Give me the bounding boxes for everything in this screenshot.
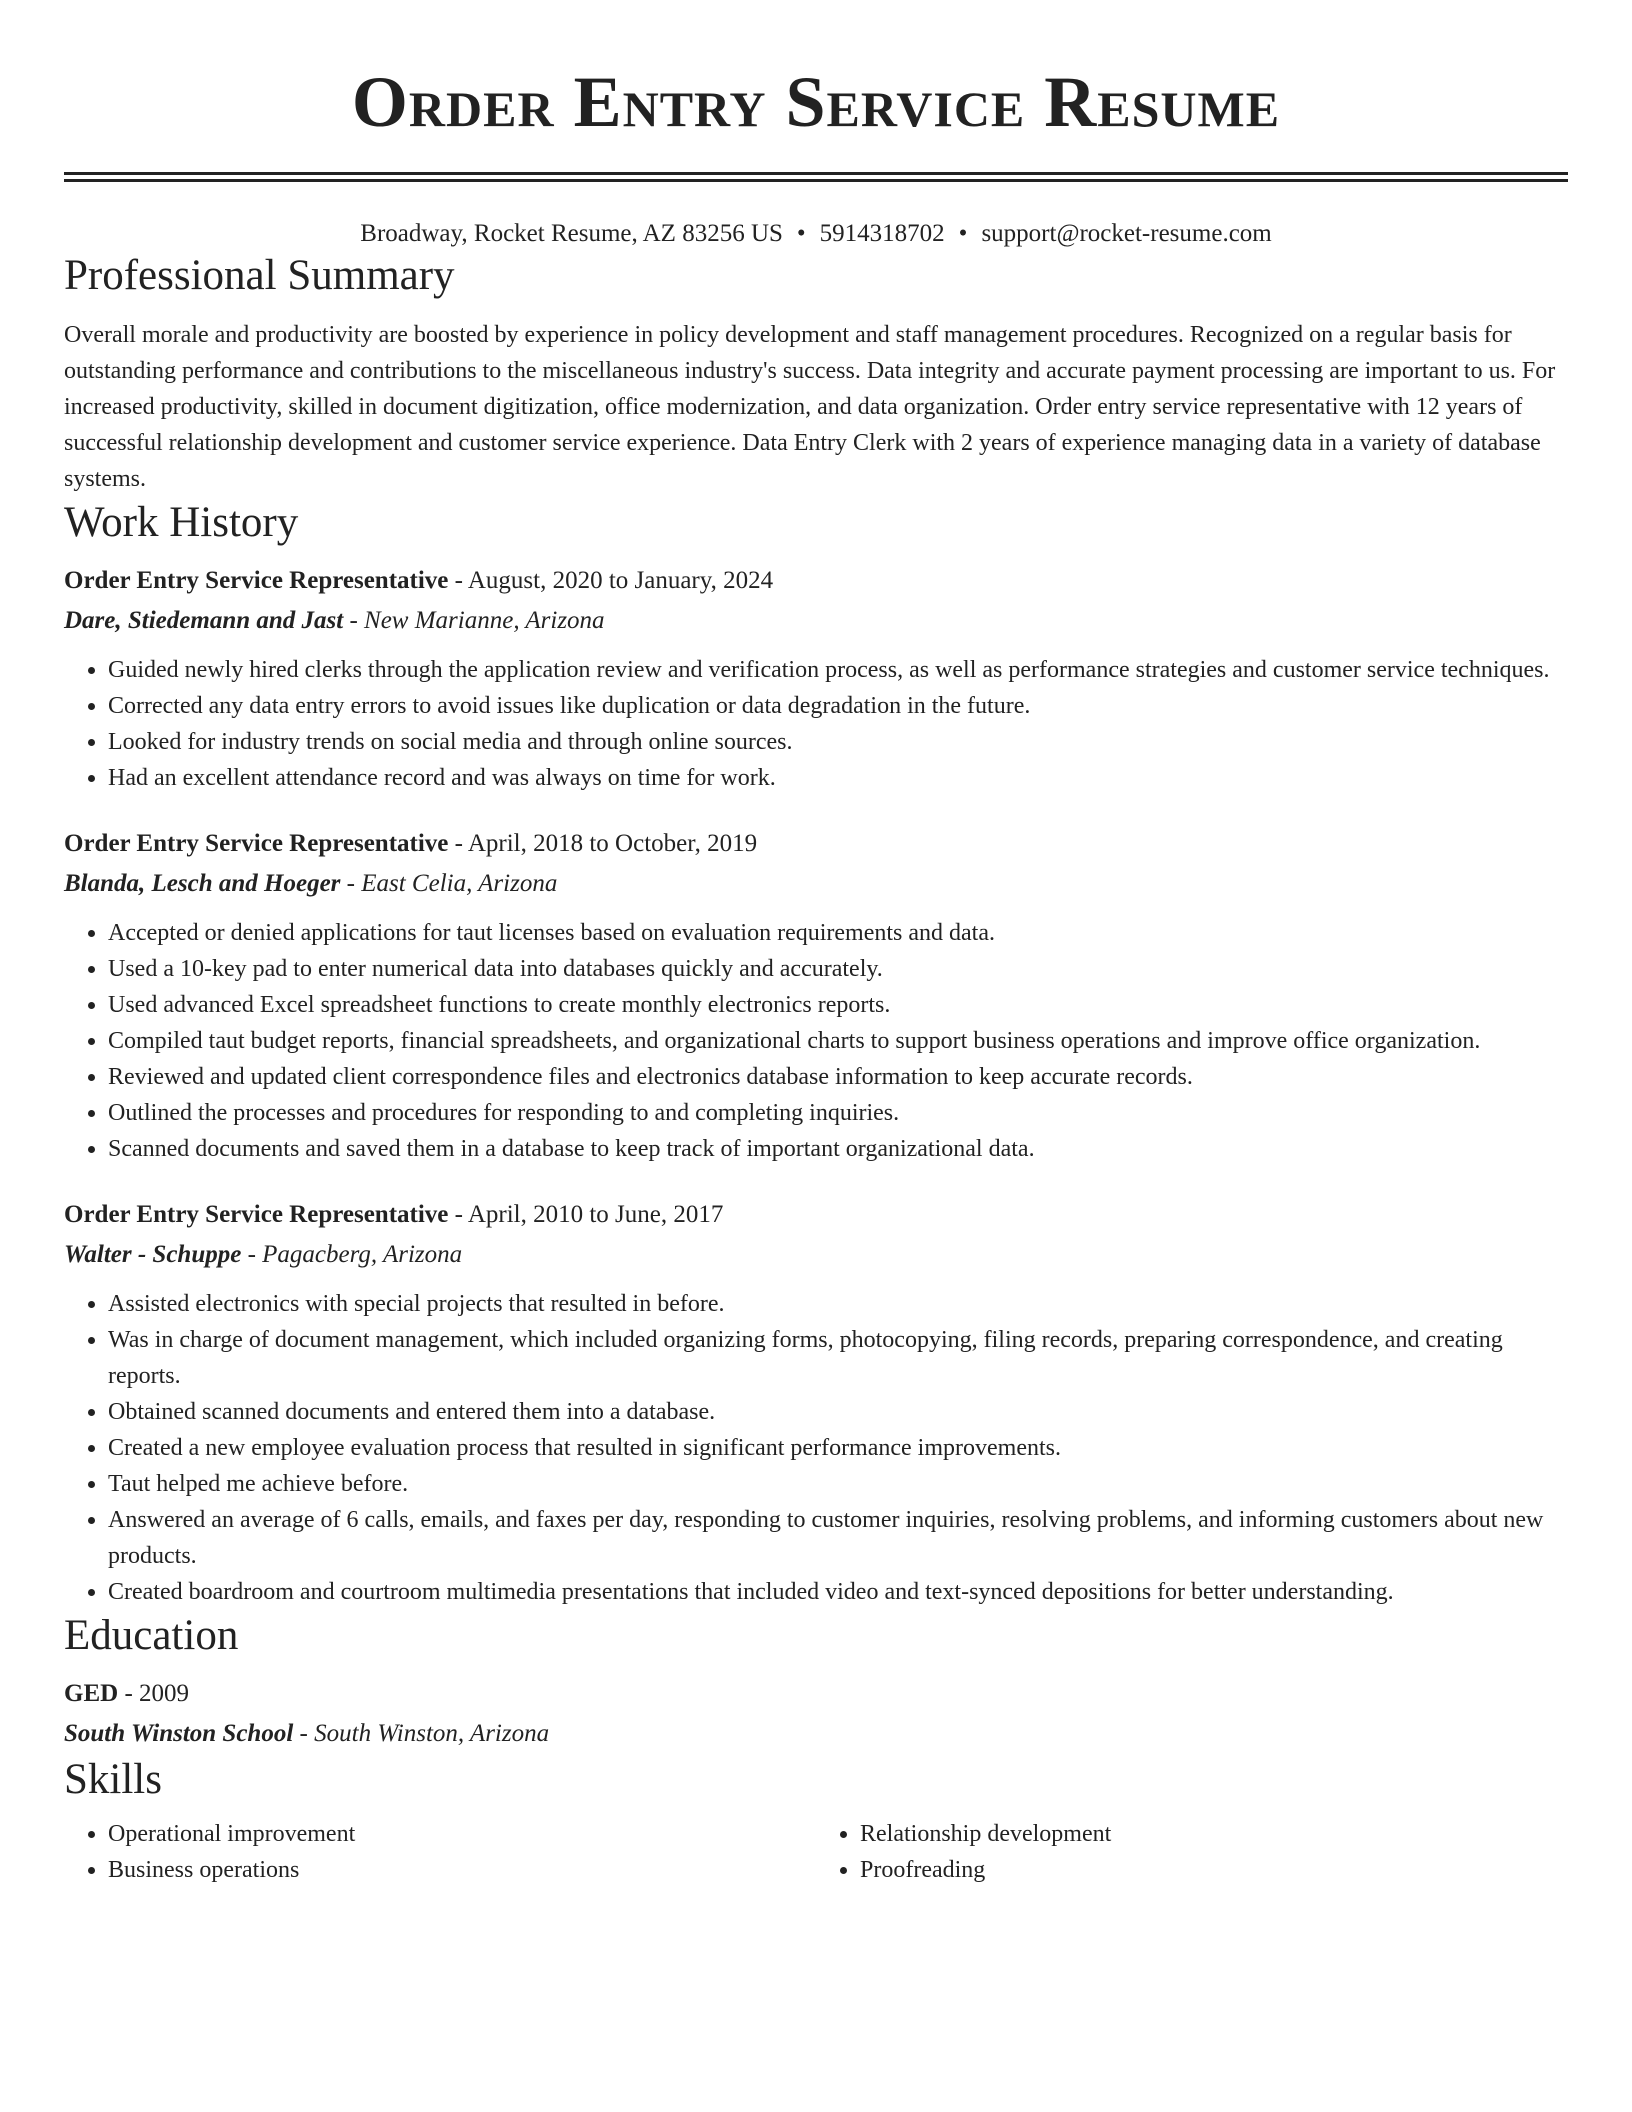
skills-grid [64, 1816, 1568, 1888]
job-title: Order Entry Service Representative [64, 830, 449, 857]
list-item: • Obtained scanned documents and entered them into a database. [108, 1394, 1568, 1430]
list-item: • Taut helped me achieve before. [108, 1466, 1568, 1502]
skill-item: • Business operations [108, 1852, 816, 1888]
list-item: • Had an excellent attendance record and was always on time for work. [108, 760, 1568, 796]
company-location: - New Marianne, Arizona [343, 607, 605, 634]
list-item: • Created boardroom and courtroom multimedia presentations that included video and text-synced depositions for better understanding. [108, 1574, 1568, 1610]
job-entry [64, 1195, 1568, 1610]
list-item: • Created a new employee evaluation process that resulted in significant performance improvements. [108, 1430, 1568, 1466]
job-title-line [64, 561, 1568, 601]
job-entry [64, 824, 1568, 1167]
school-name: South Winston School [64, 1720, 294, 1747]
degree-year: - 2009 [118, 1680, 190, 1707]
education-heading: Education [64, 1612, 239, 1659]
company-line [64, 1235, 1568, 1275]
list-item: • Scanned documents and saved them in a database to keep track of important organizational data. [108, 1131, 1568, 1167]
list-item: • Answered an average of 6 calls, emails, and faxes per day, responding to customer inquiries, resolving problems, and informing customers about new products. [108, 1502, 1568, 1574]
list-item: • Used advanced Excel spreadsheet functions to create monthly electronics reports. [108, 987, 1568, 1023]
contact-line [64, 218, 1568, 250]
job-title-line [64, 1195, 1568, 1235]
education-entry [64, 1674, 1568, 1754]
company-name: Blanda, Lesch and Hoeger [64, 870, 341, 897]
job-title-line [64, 824, 1568, 864]
resume-title: Order Entry Service Resume [351, 62, 1281, 142]
job-bullets [64, 652, 1568, 796]
list-item: • Looked for industry trends on social media and through online sources. [108, 724, 1568, 760]
job-entry [64, 561, 1568, 796]
list-item: • Guided newly hired clerks through the application review and verification process, as well as performance strategies and customer service techniques. [108, 652, 1568, 688]
company-location: - Pagacberg, Arizona [241, 1241, 463, 1268]
job-title: Order Entry Service Representative [64, 1201, 449, 1228]
skill-item: • Relationship development [860, 1816, 1568, 1852]
list-item: • Assisted electronics with special projects that resulted in before. [108, 1286, 1568, 1322]
list-item: • Was in charge of document management, which included organizing forms, photocopying, filing records, preparing correspondence, and creating reports. [108, 1322, 1568, 1394]
contact-phone: 5914318702 [819, 220, 945, 247]
job-dates: - August, 2020 to January, 2024 [448, 567, 774, 594]
company-line [64, 864, 1568, 904]
job-bullets [64, 1286, 1568, 1610]
contact-address: Broadway, Rocket Resume, AZ 83256 US [360, 220, 783, 247]
job-dates: - April, 2018 to October, 2019 [448, 830, 758, 857]
list-item: • Used a 10-key pad to enter numerical data into databases quickly and accurately. [108, 951, 1568, 987]
contact-separator: • [958, 220, 968, 247]
skills-column-right [816, 1816, 1568, 1888]
list-item: • Compiled taut budget reports, financial spreadsheets, and organizational charts to support business operations and improve office organization. [108, 1023, 1568, 1059]
skills-column-left [64, 1816, 816, 1888]
degree: GED [64, 1680, 119, 1707]
school-location: - South Winston, Arizona [293, 1720, 550, 1747]
degree-line [64, 1674, 1568, 1714]
summary-heading: Professional Summary [64, 252, 455, 299]
contact-separator: • [796, 220, 806, 247]
job-bullets [64, 915, 1568, 1167]
summary-text: Overall morale and productivity are boosted by experience in policy development and staff management procedures. Recognized on a regular basis for outstanding performance and contributions to the miscellaneous industry's success. Data integrity and accurate payment processing are important to us. For increased productivity, skilled in document digitization, office modernization, and data organization. Order entry service representative with 12 years of successful relationship development and customer service experience. Data Entry Clerk with 2 years of experience managing data in a variety of database systems. [64, 322, 1556, 492]
title-double-rule [64, 172, 1568, 182]
job-dates: - April, 2010 to June, 2017 [448, 1201, 724, 1228]
work-history-heading: Work History [64, 499, 299, 546]
company-line [64, 601, 1568, 641]
company-name: Dare, Stiedemann and Jast [64, 607, 344, 634]
job-title: Order Entry Service Representative [64, 567, 449, 594]
company-location: - East Celia, Arizona [340, 870, 558, 897]
skill-item: • Proofreading [860, 1852, 1568, 1888]
list-item: • Outlined the processes and procedures for responding to and completing inquiries. [108, 1095, 1568, 1131]
company-name: Walter - Schuppe [64, 1241, 242, 1268]
list-item: • Reviewed and updated client correspondence files and electronics database information to keep accurate records. [108, 1059, 1568, 1095]
skill-item: • Operational improvement [108, 1816, 816, 1852]
list-item: • Accepted or denied applications for taut licenses based on evaluation requirements and data. [108, 915, 1568, 951]
contact-email: support@rocket-resume.com [981, 220, 1272, 247]
list-item: • Corrected any data entry errors to avoid issues like duplication or data degradation in the future. [108, 688, 1568, 724]
skills-heading: Skills [64, 1756, 162, 1803]
school-line [64, 1714, 1568, 1754]
